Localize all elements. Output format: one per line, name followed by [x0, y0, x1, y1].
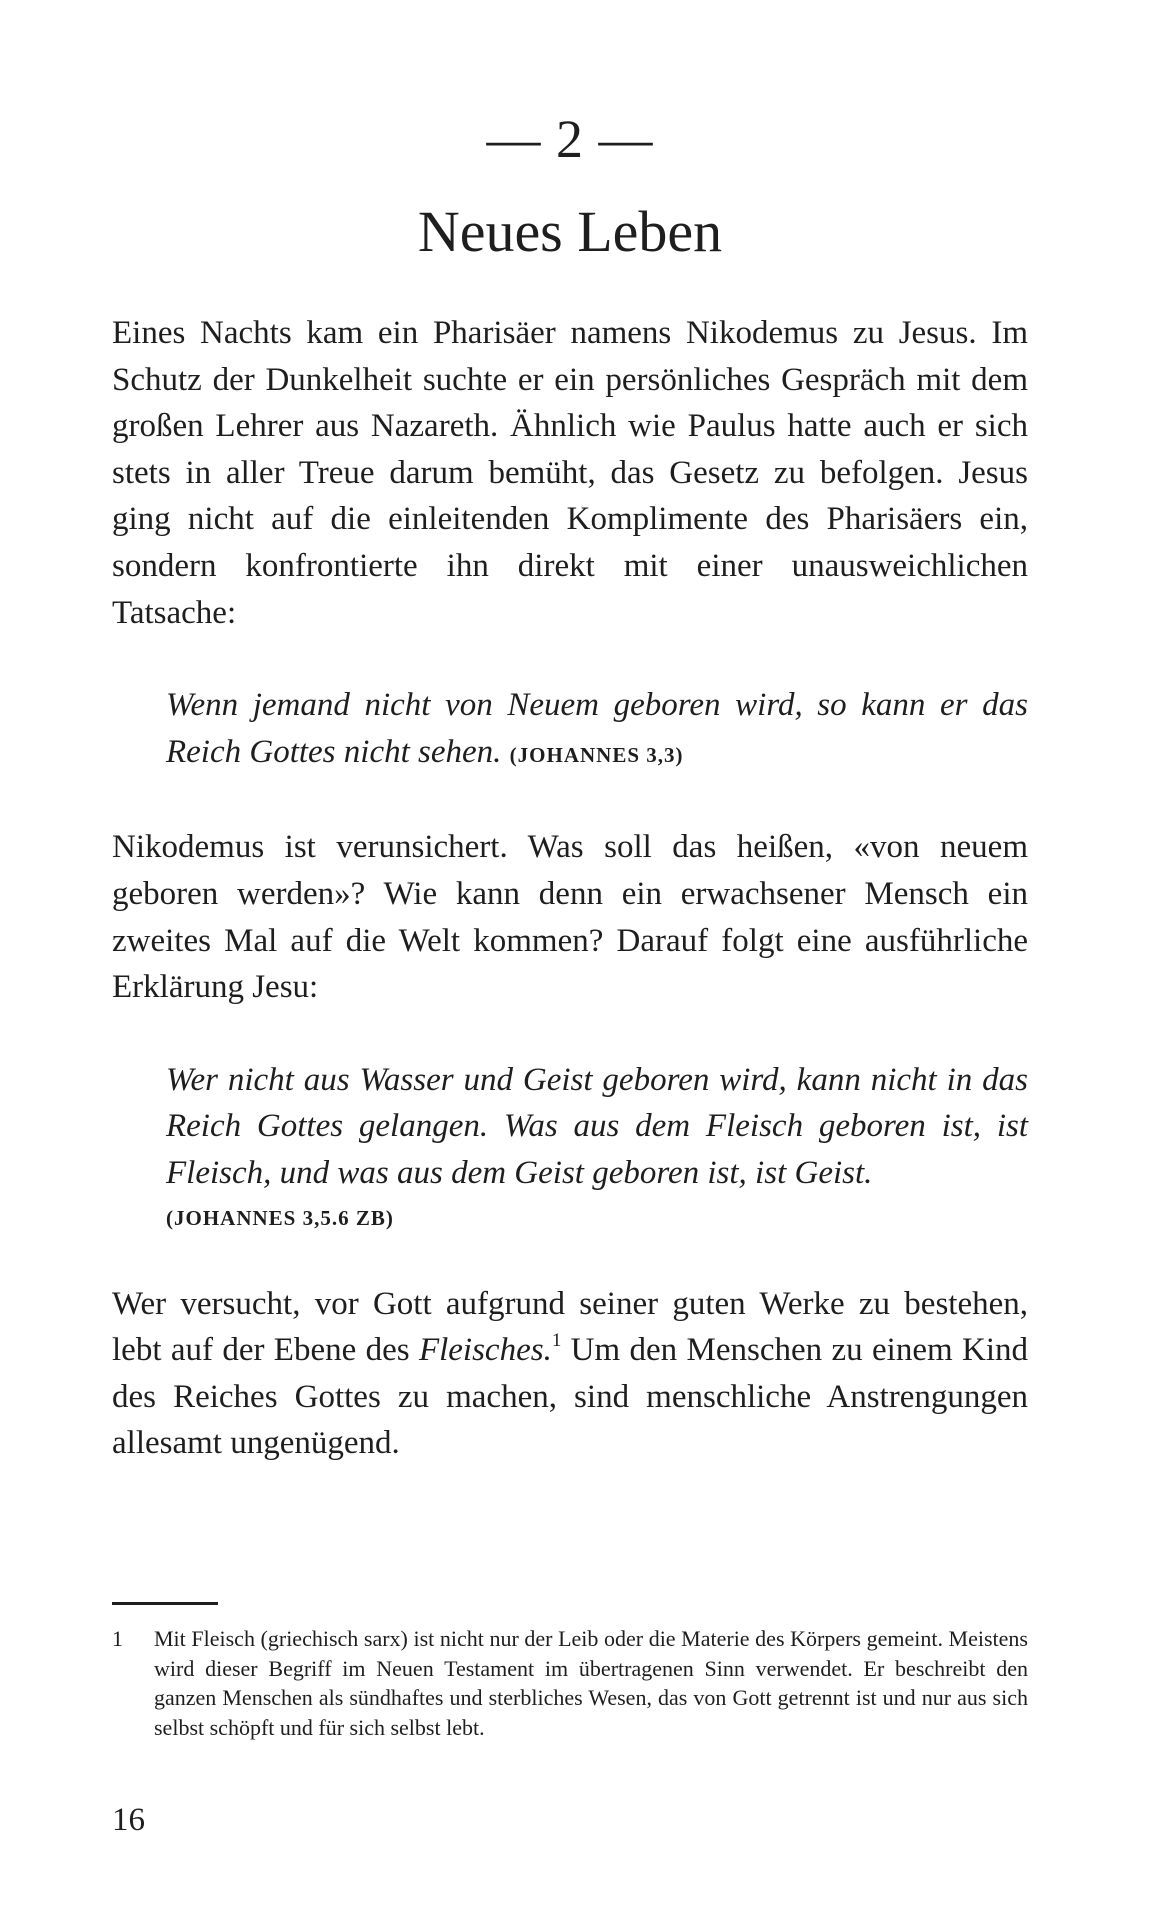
footnote-text: Mit Fleisch (griechisch sarx) ist nicht nur der Leib oder die Materie des Körpers gemeint. Meistens wird dieser Begriff im Neuen Testament im übertragenen Sinn verwendet. Er beschreibt den ganzen Menschen als sündhaftes und sterbliches Wesen, das von Gott getrennt ist und nur aus sich selbst schöpft und für sich selbst lebt. [154, 1626, 1028, 1740]
quote-text: Wer nicht aus Wasser und Geist geboren wird, kann nicht in das Reich Gottes gelangen. Was aus dem Fleisch geboren ist, ist Fleisch, und was aus dem Geist geboren ist, ist Geist. [166, 1061, 1028, 1191]
paragraph: Eines Nachts kam ein Pharisäer namens Nikodemus zu Jesus. Im Schutz der Dunkelheit suchte er ein persönliches Gespräch mit dem großen Lehrer aus Nazareth. Ähnlich wie Paulus hatte auch er sich stets in aller Treue darum bemüht, das Gesetz zu befolgen. Jesus ging nicht auf die einleitenden Komplimente des Pharisäers ein, sondern konfrontierte ihn direkt mit einer unausweichlichen Tatsache: [112, 315, 1028, 631]
footnote-separator [112, 1602, 218, 1605]
book-page [112, 0, 1028, 1920]
paragraph-text: Um den Menschen zu einem Kind des Reiches Gottes zu machen, sind menschliche Anstrengungen allesamt ungenügend. [112, 1332, 1028, 1462]
paragraph [112, 1281, 1028, 1467]
paragraph: Nikodemus ist verunsichert. Was soll das heißen, «von neuem geboren werden»? Wie kann denn ein erwachsener Mensch ein zweites Mal auf die Welt kommen? Darauf folgt eine ausführliche Erklärung Jesu: [112, 829, 1028, 1006]
quote-text: Wenn jemand nicht von Neuem geboren wird, so kann er das Reich Gottes nicht sehen. [166, 687, 1028, 770]
footnote-number: 1 [112, 1626, 123, 1651]
footnote [112, 1624, 1028, 1742]
quote-reference: (JOHANNES 3,3) [509, 742, 684, 767]
chapter-number: — 2 — [486, 109, 654, 169]
page-number: 16 [112, 1802, 145, 1838]
bible-quote [166, 1057, 1028, 1235]
emphasis-text: Fleisches. [418, 1332, 552, 1369]
chapter-title: Neues Leben [417, 199, 723, 264]
quote-reference: (JOHANNES 3,5.6 ZB) [166, 1205, 394, 1230]
body-text [112, 310, 1028, 1467]
paragraph-text: Wer versucht, vor Gott aufgrund seiner guten Werke zu bestehen, lebt auf der Ebene des [112, 1285, 1028, 1369]
bible-quote [166, 682, 1028, 778]
footnote-reference[interactable]: 1 [551, 1330, 562, 1352]
